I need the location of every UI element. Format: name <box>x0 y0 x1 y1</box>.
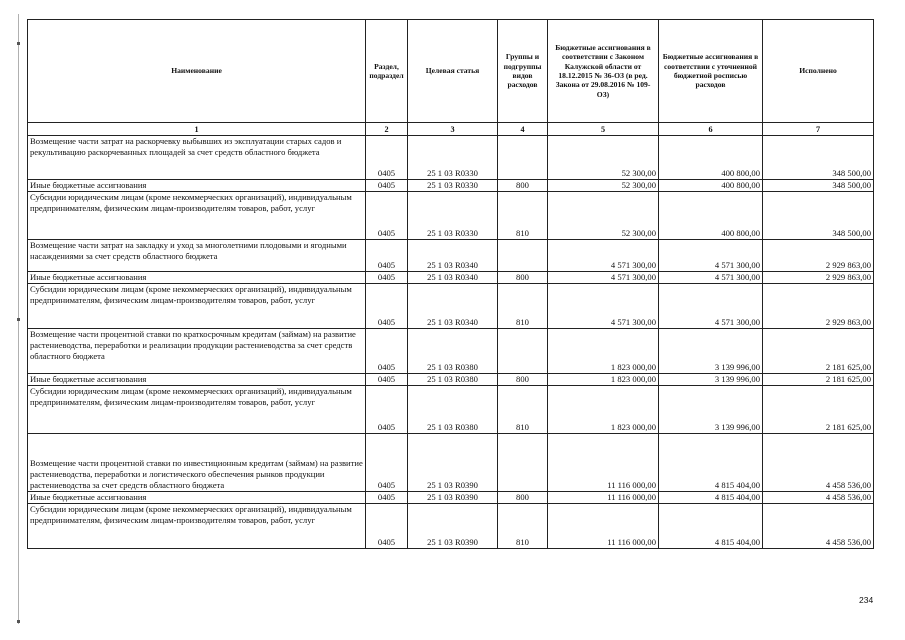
row-executed: 348 500,00 <box>763 180 874 192</box>
header-section: Раздел, подраздел <box>366 20 408 123</box>
row-expense-group <box>498 136 548 180</box>
row-budget-refined: 400 800,00 <box>659 136 763 180</box>
table-row <box>28 492 874 504</box>
row-name: Иные бюджетные ассигнования <box>28 272 366 284</box>
row-budget-law: 52 300,00 <box>548 192 659 240</box>
row-executed: 2 181 625,00 <box>763 329 874 374</box>
column-number: 6 <box>659 123 763 136</box>
row-target-article: 25 1 03 R0340 <box>408 272 498 284</box>
row-expense-group: 800 <box>498 492 548 504</box>
row-section: 0405 <box>366 180 408 192</box>
table-row <box>28 434 874 492</box>
row-name: Иные бюджетные ассигнования <box>28 492 366 504</box>
row-name: Возмещение части затрат на закладку и уход за многолетними плодовыми и ягодными насаждениями за счет средств областного бюджета <box>28 240 366 272</box>
row-expense-group <box>498 240 548 272</box>
table-row <box>28 386 874 434</box>
row-expense-group: 800 <box>498 374 548 386</box>
column-number: 5 <box>548 123 659 136</box>
row-expense-group <box>498 329 548 374</box>
row-executed: 4 458 536,00 <box>763 504 874 549</box>
row-name: Иные бюджетные ассигнования <box>28 374 366 386</box>
row-expense-group: 800 <box>498 272 548 284</box>
row-budget-refined: 3 139 996,00 <box>659 329 763 374</box>
row-executed: 348 500,00 <box>763 136 874 180</box>
row-budget-refined: 4 815 404,00 <box>659 434 763 492</box>
row-target-article: 25 1 03 R0390 <box>408 504 498 549</box>
row-budget-law: 52 300,00 <box>548 180 659 192</box>
header-executed: Исполнено <box>763 20 874 123</box>
row-target-article: 25 1 03 R0380 <box>408 329 498 374</box>
table-row <box>28 329 874 374</box>
row-section: 0405 <box>366 492 408 504</box>
row-section: 0405 <box>366 136 408 180</box>
row-target-article: 25 1 03 R0390 <box>408 492 498 504</box>
table-row <box>28 192 874 240</box>
row-name: Субсидии юридическим лицам (кроме некоммерческих организаций), индивидуальным предпринимателям, физическим лицам-производителям товаров, работ, услуг <box>28 192 366 240</box>
row-target-article: 25 1 03 R0330 <box>408 180 498 192</box>
budget-table <box>27 19 874 549</box>
row-section: 0405 <box>366 272 408 284</box>
row-name: Иные бюджетные ассигнования <box>28 180 366 192</box>
column-number: 1 <box>28 123 366 136</box>
page-number: 234 <box>859 595 874 605</box>
row-section: 0405 <box>366 504 408 549</box>
row-executed: 348 500,00 <box>763 192 874 240</box>
row-executed: 2 181 625,00 <box>763 374 874 386</box>
row-expense-group: 800 <box>498 180 548 192</box>
row-budget-refined: 4 571 300,00 <box>659 240 763 272</box>
row-budget-refined: 4 571 300,00 <box>659 284 763 329</box>
row-budget-refined: 4 571 300,00 <box>659 272 763 284</box>
row-target-article: 25 1 03 R0390 <box>408 434 498 492</box>
row-expense-group: 810 <box>498 192 548 240</box>
row-budget-refined: 4 815 404,00 <box>659 504 763 549</box>
row-budget-refined: 4 815 404,00 <box>659 492 763 504</box>
row-expense-group: 810 <box>498 386 548 434</box>
row-section: 0405 <box>366 329 408 374</box>
row-budget-refined: 400 800,00 <box>659 180 763 192</box>
row-budget-refined: 3 139 996,00 <box>659 386 763 434</box>
header-budget-refined: Бюджетные ассигнования в соответствии с уточненной бюджетной росписью расходов <box>659 20 763 123</box>
row-executed: 4 458 536,00 <box>763 434 874 492</box>
table-row <box>28 240 874 272</box>
table-row <box>28 504 874 549</box>
table-row <box>28 284 874 329</box>
scan-margin-mark <box>17 620 20 623</box>
row-name: Субсидии юридическим лицам (кроме некоммерческих организаций), индивидуальным предпринимателям, физическим лицам-производителям товаров, работ, услуг <box>28 386 366 434</box>
row-expense-group: 810 <box>498 504 548 549</box>
row-budget-law: 1 823 000,00 <box>548 386 659 434</box>
row-section: 0405 <box>366 374 408 386</box>
row-target-article: 25 1 03 R0330 <box>408 192 498 240</box>
row-budget-law: 4 571 300,00 <box>548 284 659 329</box>
row-target-article: 25 1 03 R0380 <box>408 386 498 434</box>
row-budget-law: 1 823 000,00 <box>548 329 659 374</box>
row-executed: 4 458 536,00 <box>763 492 874 504</box>
row-budget-law: 4 571 300,00 <box>548 272 659 284</box>
row-budget-law: 11 116 000,00 <box>548 504 659 549</box>
row-expense-group: 810 <box>498 284 548 329</box>
header-target-article: Целевая статья <box>408 20 498 123</box>
row-name: Возмещение части затрат на раскорчевку выбывших из эксплуатации старых садов и рекультивацию раскорчеванных площадей за счет средств областного бюджета <box>28 136 366 180</box>
column-number: 3 <box>408 123 498 136</box>
table-row <box>28 180 874 192</box>
header-name: Наименование <box>28 20 366 123</box>
row-section: 0405 <box>366 434 408 492</box>
row-budget-law: 11 116 000,00 <box>548 434 659 492</box>
row-executed: 2 181 625,00 <box>763 386 874 434</box>
row-name: Субсидии юридическим лицам (кроме некоммерческих организаций), индивидуальным предпринимателям, физическим лицам-производителям товаров, работ, услуг <box>28 504 366 549</box>
row-budget-refined: 3 139 996,00 <box>659 374 763 386</box>
row-name: Возмещение части процентной ставки по краткосрочным кредитам (займам) на развитие растениеводства, переработки и реализации продукции растениеводства за счет средств областного бюджета <box>28 329 366 374</box>
header-budget-law: Бюджетные ассигнования в соответствии с Законом Калужской области от 18.12.2015 № 36-ОЗ (в ред. Закона от 29.08.2016 № 109-ОЗ) <box>548 20 659 123</box>
column-number: 2 <box>366 123 408 136</box>
column-number: 7 <box>763 123 874 136</box>
table-header-row <box>28 20 874 123</box>
row-section: 0405 <box>366 386 408 434</box>
table-row <box>28 136 874 180</box>
row-budget-law: 4 571 300,00 <box>548 240 659 272</box>
row-target-article: 25 1 03 R0340 <box>408 240 498 272</box>
row-name: Субсидии юридическим лицам (кроме некоммерческих организаций), индивидуальным предпринимателям, физическим лицам-производителям товаров, работ, услуг <box>28 284 366 329</box>
row-budget-refined: 400 800,00 <box>659 192 763 240</box>
row-section: 0405 <box>366 192 408 240</box>
row-executed: 2 929 863,00 <box>763 284 874 329</box>
row-expense-group <box>498 434 548 492</box>
row-executed: 2 929 863,00 <box>763 272 874 284</box>
table-row <box>28 272 874 284</box>
row-target-article: 25 1 03 R0330 <box>408 136 498 180</box>
header-expense-group: Группы и подгруппы видов расходов <box>498 20 548 123</box>
row-name: Возмещение части процентной ставки по инвестиционным кредитам (займам) на развитие растениеводства, переработки и логистического обеспечения рынков продукции растениеводства за счет средств областного бюджета <box>28 434 366 492</box>
row-section: 0405 <box>366 284 408 329</box>
row-target-article: 25 1 03 R0380 <box>408 374 498 386</box>
row-section: 0405 <box>366 240 408 272</box>
column-number-row <box>28 123 874 136</box>
scan-margin-mark <box>17 318 20 321</box>
row-budget-law: 11 116 000,00 <box>548 492 659 504</box>
row-target-article: 25 1 03 R0340 <box>408 284 498 329</box>
row-budget-law: 1 823 000,00 <box>548 374 659 386</box>
row-budget-law: 52 300,00 <box>548 136 659 180</box>
scan-margin-mark <box>17 42 20 45</box>
row-executed: 2 929 863,00 <box>763 240 874 272</box>
table-row <box>28 374 874 386</box>
column-number: 4 <box>498 123 548 136</box>
